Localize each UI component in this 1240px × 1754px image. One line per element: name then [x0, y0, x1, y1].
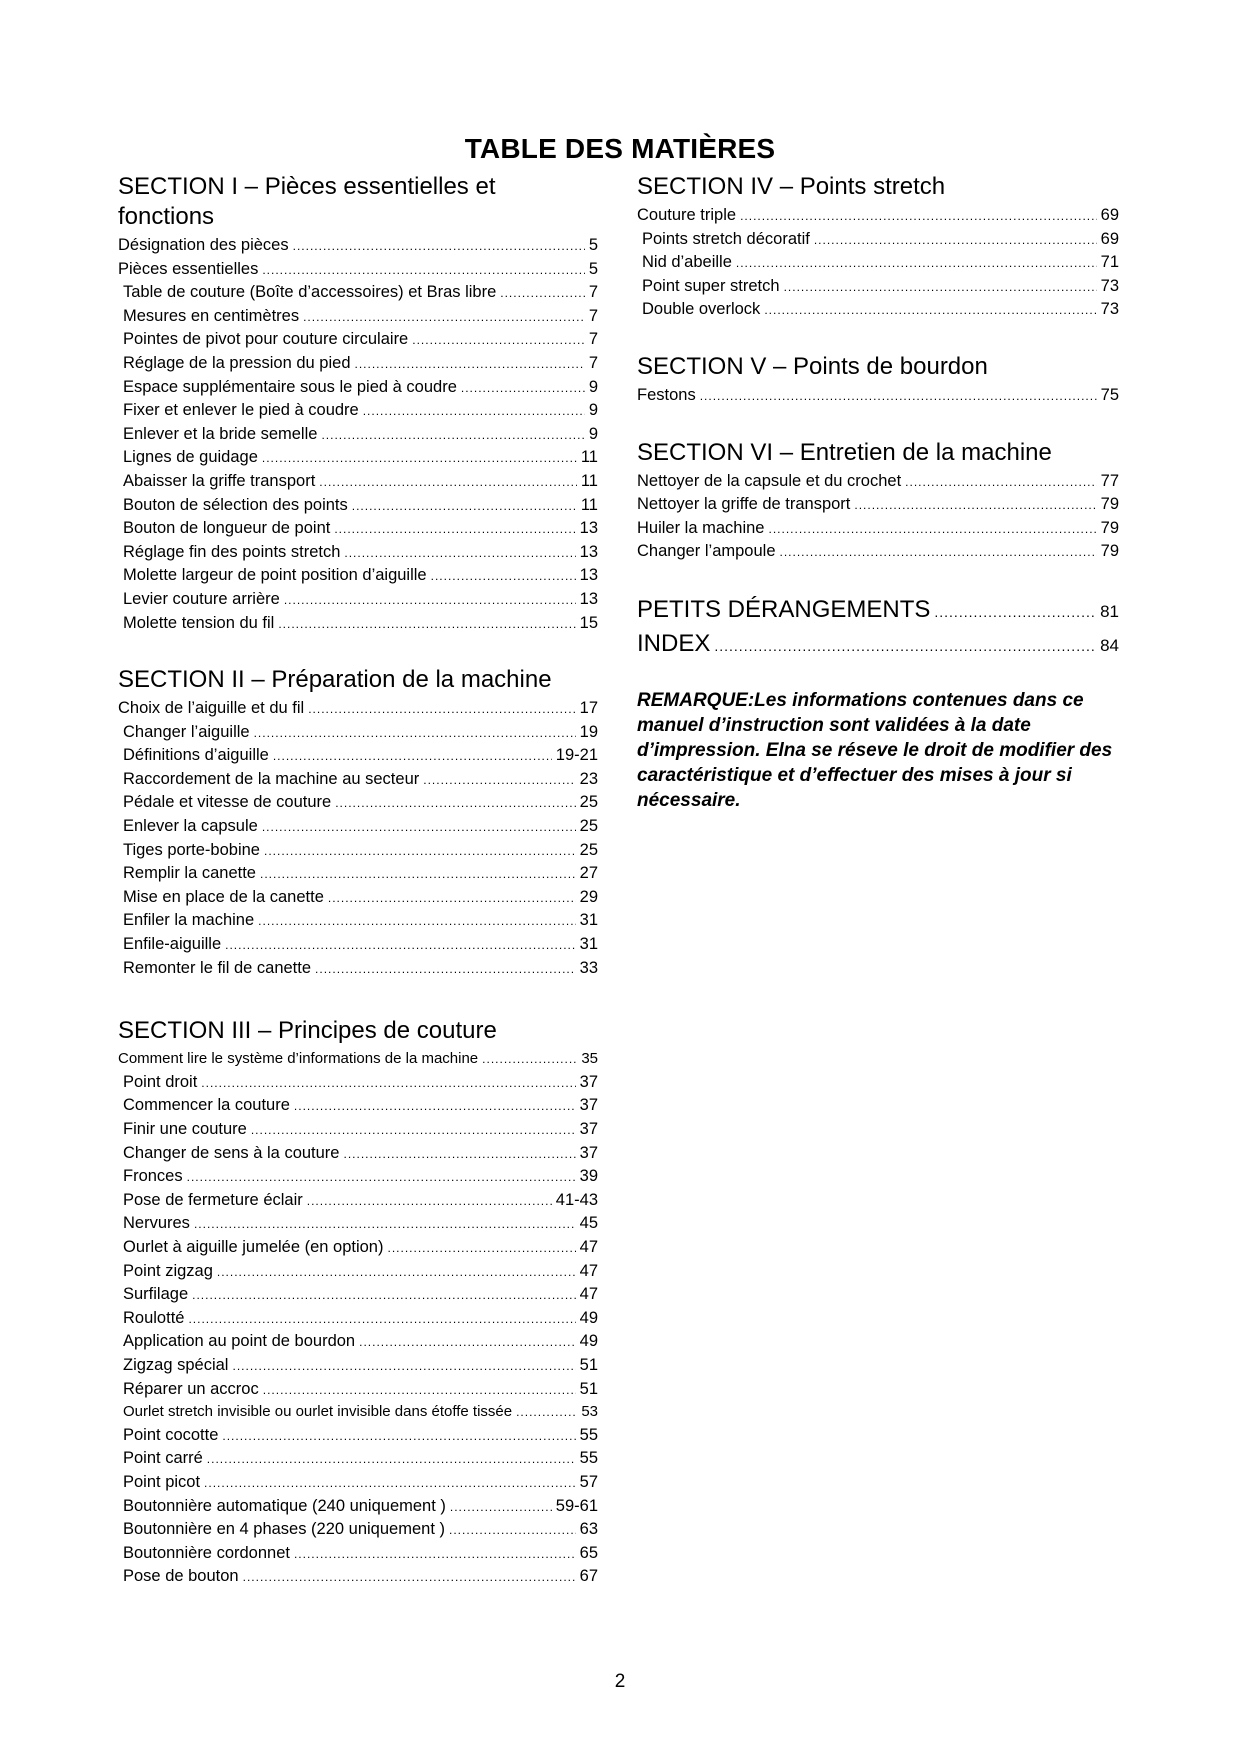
toc-entry-label: Point droit — [123, 1072, 198, 1091]
toc-entry-page: 49 — [579, 1308, 598, 1327]
dot-leader — [222, 1425, 575, 1448]
toc-entry — [118, 1260, 598, 1284]
toc-entry — [118, 721, 598, 745]
toc-entry — [637, 275, 1119, 299]
toc-entry-label: Mise en place de la canette — [123, 887, 324, 906]
dot-leader — [263, 1379, 576, 1402]
toc-entry — [118, 1189, 598, 1213]
toc-entry — [118, 768, 598, 792]
toc-entry-label: Couture triple — [637, 206, 737, 224]
toc-entry-page: 25 — [579, 840, 598, 859]
dot-leader — [352, 495, 577, 518]
dot-leader — [343, 1143, 575, 1166]
dot-leader — [412, 329, 585, 352]
dot-leader — [482, 1048, 577, 1071]
toc-entry — [118, 1307, 598, 1331]
section-heading: SECTION VI – Entretien de la machine — [637, 438, 1052, 466]
toc-entry-page: 67 — [579, 1567, 598, 1586]
section-3 — [118, 1016, 598, 1589]
toc-entry-label: Double overlock — [642, 300, 761, 319]
dot-leader — [192, 1284, 576, 1307]
toc-entry-index — [637, 628, 1119, 662]
toc-entry — [118, 1354, 598, 1378]
dot-leader — [278, 613, 575, 636]
toc-list — [637, 384, 1119, 408]
dot-leader — [328, 887, 576, 910]
toc-entry — [118, 744, 598, 768]
left-column — [118, 172, 598, 1589]
dot-leader — [700, 385, 1097, 408]
toc-entry — [118, 588, 598, 612]
toc-entry-label: INDEX — [637, 629, 711, 657]
toc-entry-label: Changer l’aiguille — [123, 722, 250, 741]
toc-entry-page: 84 — [1100, 635, 1119, 655]
toc-entry-page: 49 — [579, 1332, 598, 1351]
toc-entry — [637, 493, 1119, 517]
dot-leader — [294, 1543, 576, 1566]
dot-leader — [262, 259, 584, 282]
toc-entry — [637, 470, 1119, 494]
dot-leader — [303, 306, 585, 329]
toc-entry-page: 63 — [579, 1520, 598, 1539]
toc-entry — [118, 281, 598, 305]
dot-leader — [207, 1448, 576, 1471]
toc-entry-page: 47 — [579, 1285, 598, 1304]
dot-leader — [243, 1566, 576, 1589]
toc-entry — [118, 517, 598, 541]
toc-entry-label: Pose de fermeture éclair — [123, 1190, 303, 1209]
toc-entry-label: Enfile-aiguille — [123, 935, 222, 954]
toc-list — [118, 234, 598, 635]
toc-entry-page: 59-61 — [555, 1496, 598, 1515]
dot-leader — [854, 494, 1096, 517]
toc-entry — [118, 1330, 598, 1354]
toc-entry-page: 37 — [579, 1143, 598, 1162]
toc-entry — [118, 328, 598, 352]
toc-entry-label: Enlever et la bride semelle — [123, 424, 318, 443]
toc-entry-page: 51 — [579, 1355, 598, 1374]
toc-entry — [118, 697, 598, 721]
dot-leader — [217, 1261, 576, 1284]
toc-entry-label: Application au point de bourdon — [123, 1332, 356, 1351]
toc-entry — [118, 1048, 598, 1071]
dot-leader — [714, 631, 1096, 662]
toc-entry — [118, 1518, 598, 1542]
toc-entry — [118, 376, 598, 400]
dot-leader — [204, 1472, 576, 1495]
toc-entry-label: Commencer la couture — [123, 1096, 290, 1115]
toc-entry-page: 11 — [580, 471, 598, 490]
toc-entry-label: PETITS DÉRANGEMENTS — [637, 595, 931, 623]
disclaimer-note: REMARQUE:Les informations contenues dans ce manuel d’instruction sont validées à la date d’impression. Elna se réseve le droit de modifier des caractéristique et d’effectuer des mises à jour si nécessaire. — [637, 689, 1113, 811]
dot-leader — [187, 1166, 576, 1189]
toc-entry — [118, 909, 598, 933]
toc-entry-troubleshooting — [637, 594, 1119, 628]
toc-entry — [637, 384, 1119, 408]
toc-entry-page: 13 — [579, 566, 598, 585]
toc-entry-label: Désignation des pièces — [118, 236, 289, 254]
toc-entry-page: 71 — [1100, 253, 1119, 272]
toc-entry-page: 17 — [579, 699, 598, 718]
toc-entry — [118, 258, 598, 282]
toc-entry-label: Mesures en centimètres — [123, 306, 300, 325]
toc-entry — [637, 540, 1119, 564]
toc-entry-page: 79 — [1100, 542, 1119, 561]
dot-leader — [308, 698, 575, 721]
toc-entry-label: Point cocotte — [123, 1425, 219, 1444]
toc-entry-label: Enlever la capsule — [123, 817, 258, 836]
toc-entry-page: 55 — [579, 1449, 598, 1468]
dot-leader — [784, 276, 1097, 299]
toc-entry-label: Surfilage — [123, 1285, 189, 1304]
dot-leader — [254, 722, 576, 745]
toc-entry-page: 55 — [579, 1425, 598, 1444]
toc-entry — [118, 1212, 598, 1236]
dot-leader — [780, 541, 1097, 564]
dot-leader — [461, 377, 585, 400]
toc-entry — [118, 933, 598, 957]
dot-leader — [431, 565, 576, 588]
toc-entry-label: Boutonnière automatique (240 uniquement ) — [123, 1496, 446, 1515]
toc-entry-label: Point zigzag — [123, 1261, 213, 1280]
dot-leader — [500, 282, 585, 305]
toc-entry — [118, 791, 598, 815]
toc-entry-page: 7 — [588, 330, 598, 349]
toc-entry — [637, 298, 1119, 322]
toc-entry-label: Molette largeur de point position d’aiguille — [123, 566, 427, 585]
toc-entry-label: Boutonnière cordonnet — [123, 1543, 290, 1562]
toc-entry-label: Molette tension du fil — [123, 613, 275, 632]
toc-entry-page: 69 — [1100, 206, 1119, 224]
section-5 — [637, 352, 1119, 408]
toc-entry-label: Roulotté — [123, 1308, 185, 1327]
toc-entry-label: Abaisser la griffe transport — [123, 471, 316, 490]
toc-entry-page: 25 — [579, 817, 598, 836]
toc-entry — [637, 228, 1119, 252]
dot-leader — [344, 542, 575, 565]
section-heading: SECTION II – Préparation de la machine — [118, 666, 552, 694]
toc-list — [637, 470, 1119, 564]
toc-entry — [118, 612, 598, 636]
toc-entry — [118, 234, 598, 258]
toc-entry-label: Ourlet stretch invisible ou ourlet invisible dans étoffe tissée — [123, 1403, 513, 1421]
dot-leader — [387, 1237, 575, 1260]
toc-entry — [118, 423, 598, 447]
toc-entry-page: 9 — [588, 424, 598, 443]
toc-entry-page: 29 — [579, 887, 598, 906]
dot-leader — [934, 597, 1096, 628]
toc-entry-page: 65 — [579, 1543, 598, 1562]
toc-entry-page: 23 — [579, 769, 598, 788]
dot-leader — [262, 447, 577, 470]
toc-entry — [118, 815, 598, 839]
toc-entry-page: 9 — [588, 401, 598, 420]
toc-list — [118, 1048, 598, 1589]
toc-entry — [118, 1236, 598, 1260]
dot-leader — [321, 424, 584, 447]
dot-leader — [450, 1496, 552, 1519]
toc-entry-page: 79 — [1100, 518, 1119, 537]
dot-leader — [264, 840, 576, 863]
toc-entry-page: 37 — [579, 1120, 598, 1138]
toc-entry-label: Ourlet à aiguille jumelée (en option) — [123, 1237, 384, 1256]
toc-entry-label: Boutonnière en 4 phases (220 uniquement ) — [123, 1520, 445, 1539]
toc-entry-page: 7 — [588, 283, 598, 302]
toc-entry-page: 37 — [579, 1096, 598, 1115]
toc-entry-page: 11 — [580, 448, 598, 467]
toc-entry — [118, 399, 598, 423]
toc-entry — [118, 1094, 598, 1118]
dot-leader — [225, 934, 576, 957]
toc-entry-page: 39 — [579, 1167, 598, 1186]
toc-entry — [118, 1447, 598, 1471]
toc-entry — [118, 1118, 598, 1142]
toc-entry-page: 81 — [1100, 601, 1119, 621]
dot-leader — [232, 1355, 575, 1378]
toc-entry — [118, 1424, 598, 1448]
toc-entry-page: 73 — [1100, 276, 1119, 295]
page-title: TABLE DES MATIÈRES — [464, 132, 776, 164]
toc-entry-label: Points stretch décoratif — [642, 229, 810, 248]
toc-entry-page: 19 — [579, 722, 598, 741]
toc-entry — [118, 957, 598, 981]
toc-entry — [118, 470, 598, 494]
toc-entry — [637, 251, 1119, 275]
toc-entry-page: 7 — [588, 353, 598, 372]
toc-entry-label: Réglage de la pression du pied — [123, 353, 351, 372]
dot-leader — [335, 792, 575, 815]
section-2 — [118, 665, 598, 980]
toc-entry — [118, 1378, 598, 1402]
toc-entry-page: 37 — [579, 1072, 598, 1091]
toc-entry-page: 19-21 — [555, 746, 598, 765]
toc-entry — [118, 839, 598, 863]
right-column — [637, 172, 1119, 832]
toc-entry — [118, 1071, 598, 1095]
dot-leader — [262, 816, 576, 839]
toc-entry-label: Point super stretch — [642, 276, 780, 295]
toc-entry — [637, 204, 1119, 228]
dot-leader — [423, 769, 575, 792]
toc-entry-page: 79 — [1100, 495, 1119, 514]
toc-entry — [118, 1471, 598, 1495]
toc-entry-page: 53 — [581, 1403, 598, 1421]
toc-entry-label: Bouton de longueur de point — [123, 519, 331, 538]
section-heading: SECTION I – Pièces essentielles et fonctions — [118, 173, 496, 230]
toc-entry — [118, 541, 598, 565]
toc-entry-label: Fronces — [123, 1167, 183, 1186]
toc-entry-page: 31 — [579, 911, 598, 930]
toc-entry — [118, 564, 598, 588]
dot-leader — [363, 400, 585, 423]
page-number: 2 — [614, 1671, 626, 1692]
toc-entry-page: 13 — [579, 589, 598, 608]
dot-leader — [355, 353, 585, 376]
dot-leader — [905, 471, 1096, 494]
toc-entry-page: 5 — [588, 259, 598, 278]
dot-leader — [251, 1119, 576, 1142]
toc-entry-label: Tiges porte-bobine — [123, 840, 260, 859]
dot-leader — [273, 745, 552, 768]
toc-entry-page: 5 — [588, 236, 598, 254]
toc-entry-label: Table de couture (Boîte d’accessoires) et Bras libre — [123, 283, 497, 302]
dot-leader — [284, 589, 576, 612]
toc-entry-label: Finir une couture — [123, 1120, 247, 1138]
dot-leader — [319, 471, 577, 494]
dot-leader — [294, 1095, 576, 1118]
section-heading: SECTION III – Principes de couture — [118, 1017, 497, 1045]
dot-leader — [315, 958, 576, 981]
toc-entry-label: Raccordement de la machine au secteur — [123, 769, 420, 788]
toc-entry-label: Espace supplémentaire sous le pied à coudre — [123, 377, 457, 396]
toc-entry — [118, 352, 598, 376]
toc-entry-page: 73 — [1100, 300, 1119, 319]
toc-entry-label: Zigzag spécial — [123, 1355, 229, 1374]
section-1 — [118, 172, 598, 635]
toc-entry-label: Bouton de sélection des points — [123, 495, 348, 514]
toc-entry-page: 57 — [579, 1472, 598, 1491]
toc-entry-page: 41-43 — [555, 1190, 598, 1209]
dot-leader — [814, 229, 1097, 252]
dot-leader — [359, 1331, 576, 1354]
dot-leader — [258, 910, 575, 933]
dot-leader — [201, 1072, 575, 1095]
dot-leader — [260, 863, 576, 886]
toc-entry — [118, 1283, 598, 1307]
toc-entry-page: 27 — [579, 864, 598, 883]
toc-entry-label: Changer de sens à la couture — [123, 1143, 340, 1162]
dot-leader — [764, 299, 1096, 322]
toc-entry-page: 47 — [579, 1237, 598, 1256]
toc-entry-label: Levier couture arrière — [123, 589, 280, 608]
toc-entry-page: 69 — [1100, 229, 1119, 248]
toc-entry-label: Définitions d’aiguille — [123, 746, 269, 765]
toc-entry-page: 51 — [579, 1379, 598, 1398]
toc-entry-label: Fixer et enlever le pied à coudre — [123, 401, 359, 420]
toc-entry-label: Lignes de guidage — [123, 448, 258, 467]
toc-entry-label: Huiler la machine — [637, 518, 765, 537]
toc-entry-page: 25 — [579, 793, 598, 812]
section-6 — [637, 438, 1119, 564]
toc-entry — [118, 1401, 598, 1424]
toc-entry — [118, 1495, 598, 1519]
toc-entry-page: 9 — [588, 377, 598, 396]
dot-leader — [293, 235, 585, 258]
toc-entry — [118, 446, 598, 470]
dot-leader — [334, 518, 575, 541]
toc-entry-label: Festons — [637, 385, 696, 404]
toc-entry-page: 31 — [579, 935, 598, 954]
dot-leader — [768, 518, 1096, 541]
toc-entry-label: Enfiler la machine — [123, 911, 255, 930]
dot-leader — [194, 1213, 576, 1236]
toc-entry-label: Point picot — [123, 1472, 201, 1491]
toc-entry-label: Réparer un accroc — [123, 1379, 259, 1398]
toc-entry-label: Pointes de pivot pour couture circulaire — [123, 330, 409, 349]
toc-entry — [118, 1165, 598, 1189]
toc-entry-label: Choix de l’aiguille et du fil — [118, 699, 305, 718]
toc-entry-label: Comment lire le système d’informations de la machine — [118, 1050, 479, 1068]
section-4 — [637, 172, 1119, 322]
toc-list — [118, 697, 598, 980]
toc-entry — [637, 517, 1119, 541]
toc-entry-page: 13 — [579, 542, 598, 561]
toc-entry-label: Nervures — [123, 1214, 190, 1233]
toc-entry — [118, 862, 598, 886]
dot-leader — [516, 1401, 577, 1424]
toc-entry-label: Remplir la canette — [123, 864, 256, 883]
toc-entry — [118, 1542, 598, 1566]
toc-entry-page: 75 — [1100, 385, 1119, 404]
toc-entry-label: Réglage fin des points stretch — [123, 542, 341, 561]
toc-entry-page: 77 — [1100, 471, 1119, 490]
toc-entry-label: Changer l’ampoule — [637, 542, 776, 561]
toc-entry-label: Nettoyer la griffe de transport — [637, 495, 851, 514]
dot-leader — [188, 1308, 575, 1331]
toc-entry-label: Nettoyer de la capsule et du crochet — [637, 471, 902, 490]
toc-entry-page: 47 — [579, 1261, 598, 1280]
toc-entry-label: Pose de bouton — [123, 1567, 239, 1586]
section-heading: SECTION IV – Points stretch — [637, 173, 946, 200]
toc-entry-page: 45 — [579, 1214, 598, 1233]
toc-entry — [118, 1565, 598, 1589]
toc-entry-page: 35 — [581, 1050, 598, 1068]
toc-entry — [118, 886, 598, 910]
toc-list — [637, 204, 1119, 322]
toc-entry-label: Pédale et vitesse de couture — [123, 793, 332, 812]
toc-entry-page: 15 — [579, 613, 598, 632]
toc-entry-label: Nid d’abeille — [642, 253, 732, 272]
toc-entry — [118, 1142, 598, 1166]
dot-leader — [307, 1190, 552, 1213]
toc-entry-page: 33 — [579, 958, 598, 977]
dot-leader — [449, 1519, 576, 1542]
dot-leader — [740, 205, 1097, 228]
dot-leader — [736, 252, 1097, 275]
toc-entry-page: 11 — [580, 495, 598, 514]
toc-entry-label: Pièces essentielles — [118, 259, 259, 278]
toc-entry — [118, 494, 598, 518]
section-heading: SECTION V – Points de bourdon — [637, 352, 988, 380]
toc-entry-label: Point carré — [123, 1449, 203, 1468]
toc-entry-page: 13 — [579, 519, 598, 538]
toc-entry-page: 7 — [588, 306, 598, 325]
toc-entry — [118, 305, 598, 329]
toc-entry-label: Remonter le fil de canette — [123, 958, 312, 977]
